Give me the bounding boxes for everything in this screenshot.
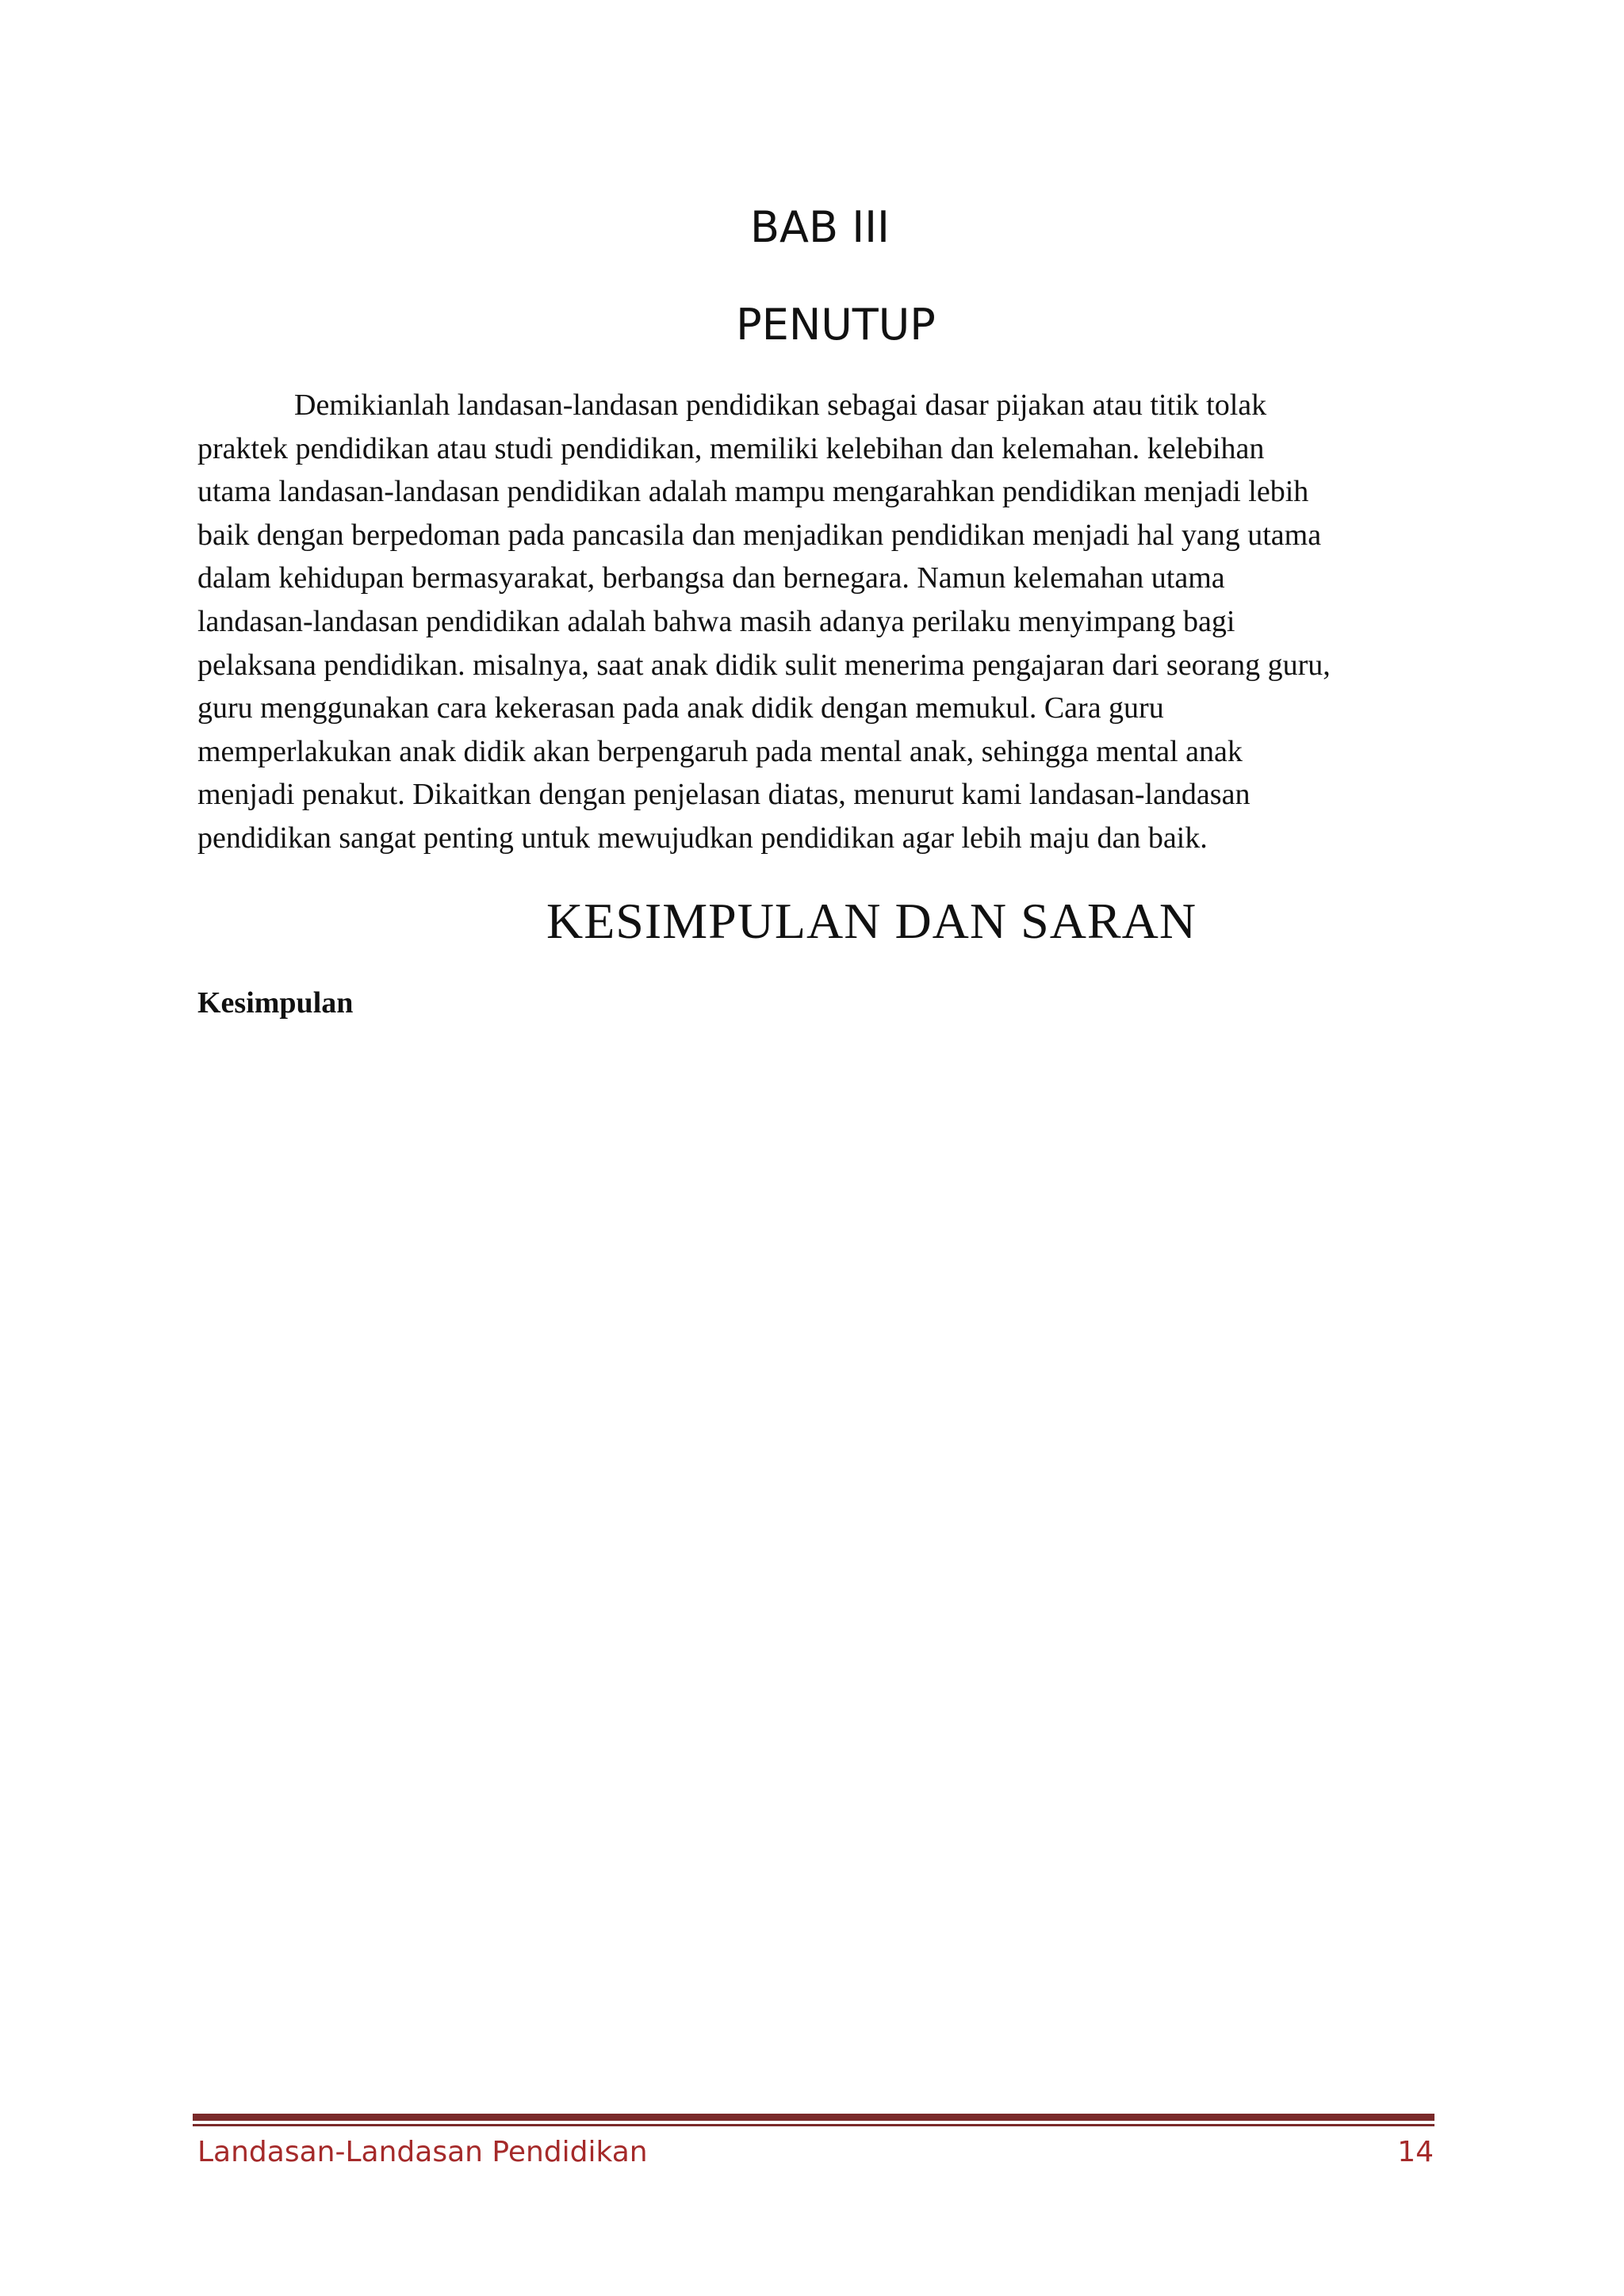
paragraph-line: Demikianlah landasan-landasan pendidikan sebagai dasar pijakan atau titik tolak [294, 388, 1267, 422]
paragraph-line: praktek pendidikan atau studi pendidikan, memiliki kelebihan dan kelemahan. kelebihan [197, 431, 1265, 465]
paragraph-line: dalam kehidupan bermasyarakat, berbangsa dan bernegara. Namun kelemahan utama [197, 561, 1225, 595]
chapter-title: PENUTUP [736, 300, 936, 350]
paragraph-line: utama landasan-landasan pendidikan adalah mampu mengarahkan pendidikan menjadi lebih [197, 475, 1309, 509]
footer-rule-thin [193, 2124, 1434, 2126]
paragraph-line: landasan-landasan pendidikan adalah bahwa masih adanya perilaku menyimpang bagi [197, 604, 1235, 638]
body-paragraph [197, 384, 1431, 860]
footer-rule-thick [193, 2114, 1434, 2121]
subheading-kesimpulan: Kesimpulan [197, 986, 354, 1020]
section-heading: KESIMPULAN DAN SARAN [546, 893, 1197, 949]
paragraph-line: guru menggunakan cara kekerasan pada anak didik dengan memukul. Cara guru [197, 691, 1164, 725]
page-number: 14 [1397, 2136, 1434, 2168]
paragraph-line: pelaksana pendidikan. misalnya, saat anak didik sulit menerima pengajaran dari seorang guru, [197, 648, 1331, 682]
chapter-label: BAB III [750, 202, 890, 252]
paragraph-line: memperlakukan anak didik akan berpengaruh pada mental anak, sehingga mental anak [197, 734, 1243, 768]
paragraph-line: menjadi penakut. Dikaitkan dengan penjelasan diatas, menurut kami landasan-landasan [197, 778, 1251, 812]
footer-title: Landasan-Landasan Pendidikan [197, 2136, 648, 2168]
paragraph-line: pendidikan sangat penting untuk mewujudkan pendidikan agar lebih maju dan baik. [197, 821, 1208, 855]
paragraph-line: baik dengan berpedoman pada pancasila dan menjadikan pendidikan menjadi hal yang utama [197, 518, 1322, 552]
